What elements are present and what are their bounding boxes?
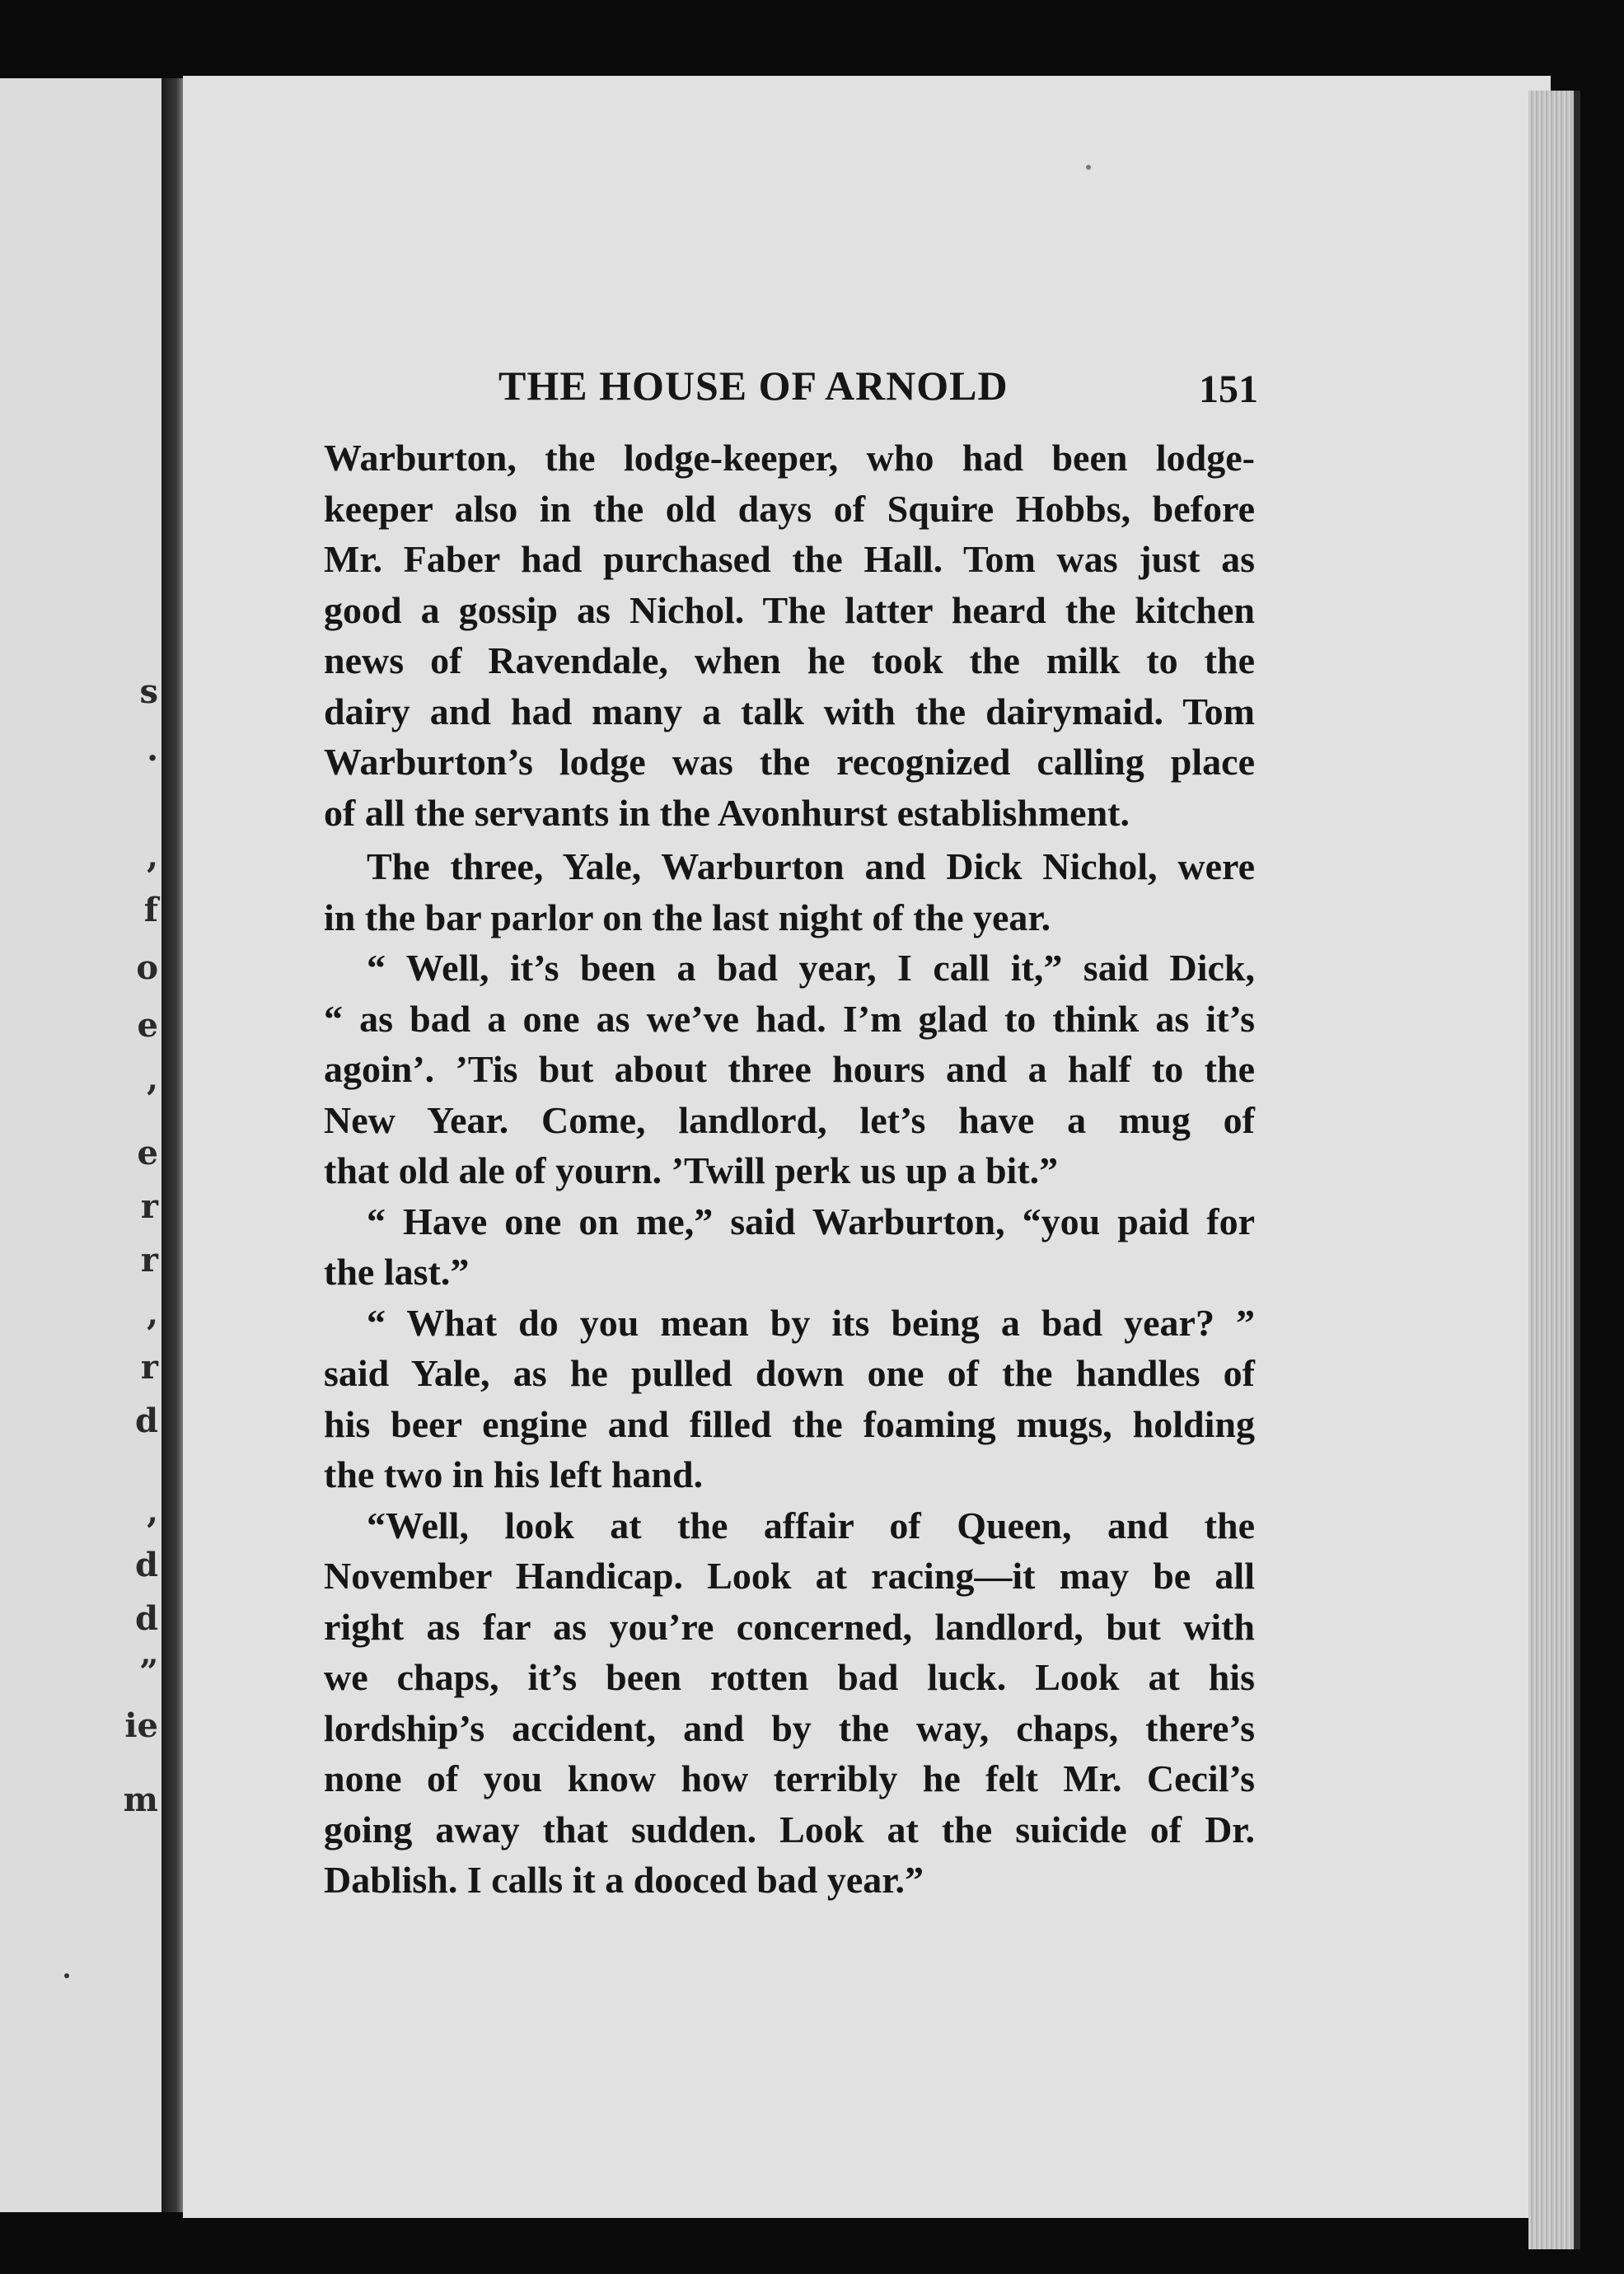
text-line: “ What do you mean by its being a bad year? ” <box>367 1301 1255 1344</box>
text-line: the last.” <box>324 1251 470 1293</box>
left-page-speck <box>64 1973 69 1978</box>
text-line: Dablish. I calls it a dooced bad year.” <box>324 1859 924 1901</box>
running-head <box>324 350 1258 416</box>
left-edge-glyph: d <box>135 1401 158 1440</box>
text-line: Warburton, the lodge-keeper, who had been lodge- <box>324 437 1255 479</box>
left-edge-glyph: ” <box>138 1653 158 1691</box>
text-line: November Handicap. Look at racing—it may be all <box>324 1555 1255 1597</box>
text-line: keeper also in the old days of Squire Hobbs, before <box>324 487 1255 530</box>
body-text <box>324 433 1255 1906</box>
left-edge-glyph: , <box>147 1294 158 1333</box>
text-line: Warburton’s lodge was the recognized calling place <box>324 741 1255 783</box>
left-page-edge-text <box>0 78 161 2212</box>
left-edge-glyph: o <box>136 948 158 987</box>
text-line: New Year. Come, landlord, let’s have a mug of <box>324 1098 1255 1141</box>
text-line: “ Have one on me,” said Warburton, “you paid for <box>367 1200 1255 1242</box>
text-line: the two in his left hand. <box>324 1453 704 1495</box>
left-edge-glyph: , <box>147 1492 158 1531</box>
text-line: agoin’. ’Tis but about three hours and a half to the <box>324 1048 1255 1090</box>
page-edge-stack <box>1528 91 1574 2249</box>
page-number: 151 <box>1199 367 1258 411</box>
text-line: “Well, look at the affair of Queen, and the <box>367 1504 1255 1546</box>
text-line: going away that sudden. Look at the suicide of Dr. <box>324 1808 1255 1851</box>
page-speck <box>1086 165 1091 170</box>
left-edge-glyph: r <box>140 1348 158 1387</box>
left-facing-page <box>0 78 161 2212</box>
left-edge-glyph: m <box>123 1780 158 1819</box>
left-edge-glyph: , <box>147 1060 158 1098</box>
text-line: none of you know how terribly he felt Mr. Cecil’s <box>324 1757 1255 1799</box>
left-edge-glyph: ie <box>124 1706 158 1745</box>
text-line: “ as bad a one as we’ve had. I’m glad to think as it’s <box>324 997 1255 1040</box>
left-edge-glyph: f <box>143 891 158 929</box>
text-line: Mr. Faber had purchased the Hall. Tom was just as <box>324 538 1255 580</box>
left-edge-glyph: s <box>139 672 158 711</box>
text-line: right as far as you’re concerned, landlord, but with <box>324 1605 1255 1648</box>
text-line: dairy and had many a talk with the dairymaid. Tom <box>324 690 1255 732</box>
text-line: lordship’s accident, and by the way, chaps, there’s <box>324 1706 1255 1749</box>
text-line: we chaps, it’s been rotten bad luck. Look at his <box>324 1656 1255 1698</box>
left-edge-glyph: . <box>147 730 158 769</box>
text-line: in the bar parlor on the last night of the year. <box>324 896 1051 938</box>
page-text-block <box>324 350 1258 1906</box>
left-edge-glyph: r <box>140 1187 158 1226</box>
running-head-title: THE HOUSE OF ARNOLD <box>498 363 1009 409</box>
text-line: of all the servants in the Avonhurst establishment. <box>324 791 1130 834</box>
text-line: that old ale of yourn. ’Twill perk us up a bit.” <box>324 1149 1059 1191</box>
left-edge-glyph: , <box>147 837 158 876</box>
text-line: his beer engine and filled the foaming mugs, holding <box>324 1402 1255 1445</box>
text-line: “ Well, it’s been a bad year, I call it,” said Dick, <box>367 947 1255 989</box>
text-line: good a gossip as Nichol. The latter heard the kitchen <box>324 588 1255 631</box>
left-edge-glyph: r <box>140 1241 158 1280</box>
text-line: The three, Yale, Warburton and Dick Nichol, were <box>367 845 1255 887</box>
left-edge-glyph: d <box>135 1546 158 1584</box>
text-line: news of Ravendale, when he took the milk to the <box>324 639 1255 681</box>
text-line: said Yale, as he pulled down one of the handles of <box>324 1352 1255 1394</box>
left-edge-glyph: e <box>137 1134 158 1172</box>
left-edge-glyph: d <box>135 1599 158 1638</box>
left-edge-glyph: e <box>137 1006 158 1045</box>
